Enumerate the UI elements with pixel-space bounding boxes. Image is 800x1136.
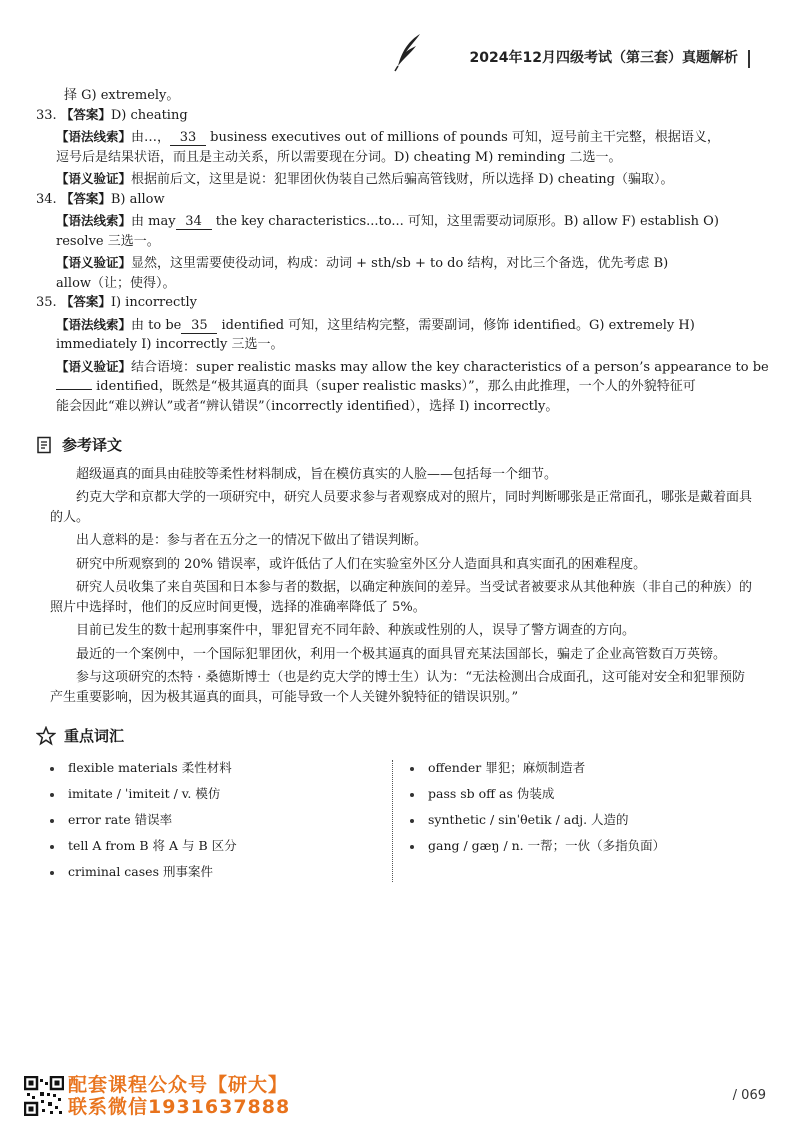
grammar-clue-tag: 【语法线索】 xyxy=(56,316,132,332)
vocab-item: pass sb off as 伪装成 xyxy=(410,782,750,808)
bullet-icon xyxy=(50,767,54,771)
q34-blank: 34 xyxy=(176,215,212,230)
q35-semantic-check-cont2: 能会因此“难以辨认”或者“辨认错误”（incorrectly identified），选择 I) incorrectly。 xyxy=(56,398,559,414)
vocab-item: synthetic / sinˈθetik / adj. 人造的 xyxy=(410,808,750,834)
bullet-icon xyxy=(410,819,414,823)
answer-tag: 【答案】 xyxy=(60,190,111,206)
vocab-title: 重点词汇 xyxy=(64,727,125,745)
vocab-item: tell A from B 将 A 与 B 区分 xyxy=(50,834,390,860)
vocab-heading xyxy=(36,725,756,748)
q34-grammar-clue: 【语法线索】由 may 34 the key characteristics...to... 可知，这里需要动词原形。B) allow F) establish O) xyxy=(56,213,719,229)
q34-answer: B) allow xyxy=(110,191,165,207)
header-divider xyxy=(748,50,750,68)
translation-heading xyxy=(36,434,756,457)
vocab-item: criminal cases 刑事案件 xyxy=(50,860,390,886)
prev-answer-tail: 择 G) extremely。 xyxy=(64,88,180,103)
page-header xyxy=(380,36,752,76)
vocab-column-right xyxy=(390,756,750,886)
answer-tag: 【答案】 xyxy=(60,106,111,122)
bullet-icon xyxy=(50,871,54,875)
q33-blank: 33 xyxy=(170,131,206,146)
q33-answer-line xyxy=(36,106,756,126)
document-icon xyxy=(36,436,54,454)
q35-blank: 35 xyxy=(181,319,217,334)
q33-answer: D) cheating xyxy=(110,107,188,123)
vocab-item: offender 罪犯；麻烦制造者 xyxy=(410,756,750,782)
bullet-icon xyxy=(410,793,414,797)
vocab-column-left xyxy=(50,756,390,886)
semantic-check-tag: 【语义验证】 xyxy=(56,358,132,374)
bullet-icon xyxy=(50,845,54,849)
translation-paragraph: 研究人员收集了来自英国和日本参与者的数据，以确定种族间的差异。当受试者被要求从其他种族（非自己的种族）的照片中选择时，他们的反应时间更慢，选择的准确率降低了 5%。 xyxy=(50,580,753,615)
translation-title: 参考译文 xyxy=(62,436,123,454)
q34-semantic-check-cont: allow（让；使得）。 xyxy=(56,275,176,291)
promo-line: 配套课程公众号【研大】 xyxy=(68,1074,289,1096)
q34-semantic-check: 【语义验证】显然，这里需要使役动词，构成：动词 + sth/sb + to do 结构，对比三个备选，优先考虑 B) xyxy=(56,255,669,271)
grammar-clue-tag: 【语法线索】 xyxy=(56,213,132,228)
translation-paragraph: 约克大学和京都大学的一项研究中，研究人员要求参与者观察成对的照片，同时判断哪张是正常面孔，哪张是戴着面具的人。 xyxy=(50,490,753,525)
q35-grammar-clue-cont: immediately I) incorrectly 三选一。 xyxy=(56,337,284,352)
page-title: 2024年12月四级考试（第三套）真题解析 xyxy=(469,50,738,66)
q35-semantic-check-cont: identified，既然是“极其逼真的面具（super realistic masks）”，那么由此推理，一个人的外貌特征可 xyxy=(36,377,756,397)
q35-semantic-check: 【语义验证】结合语境：super realistic masks may allow the key characteristics of a person’s appearance to be xyxy=(56,358,769,375)
column-divider xyxy=(392,760,393,882)
vocab-list xyxy=(36,756,756,886)
q35-grammar-clue: 【语法线索】由 to be 35 identified 可知，这里结构完整，需要副词，修饰 identified。G) extremely H) xyxy=(56,316,695,333)
qr-code-icon[interactable] xyxy=(24,1076,64,1116)
promo-banner xyxy=(68,1074,290,1118)
answer-tag: 【答案】 xyxy=(60,294,111,309)
bullet-icon xyxy=(50,793,54,797)
q33-semantic-check: 【语义验证】根据前后文，这里是说：犯罪团伙伪装自己然后骗高管钱财，所以选择 D) cheating（骗取）。 xyxy=(56,171,674,187)
q33-grammar-clue-cont: 逗号后是结果状语，而且是主动关系，所以需要现在分词。D) cheating M) reminding 二选一。 xyxy=(56,149,622,165)
q34-grammar-clue-cont: resolve 三选一。 xyxy=(56,233,160,249)
translation-paragraph: 出人意料的是：参与者在五分之一的情况下做出了错误判断。 xyxy=(76,533,428,548)
q33-number: 33. xyxy=(36,107,57,123)
q33-grammar-clue: 【语法线索】由…， 33 business executives out of millions of pounds 可知，逗号前主干完整，根据语义， xyxy=(56,129,720,145)
q34-answer-line xyxy=(36,190,756,210)
semantic-check-tag: 【语义验证】 xyxy=(56,171,132,186)
star-icon xyxy=(36,726,56,746)
vocab-item: error rate 错误率 xyxy=(50,808,390,834)
promo-line: 联系微信1931637888 xyxy=(68,1096,291,1118)
q34-number: 34. xyxy=(36,191,57,207)
empty-blank xyxy=(56,377,92,390)
translation-paragraph: 最近的一个案例中，一个国际犯罪团伙，利用一个极其逼真的面具冒充某法国部长，骗走了企业高管数百万英镑。 xyxy=(76,646,727,662)
main-content xyxy=(36,86,769,886)
vocab-item: flexible materials 柔性材料 xyxy=(50,756,390,782)
bullet-icon xyxy=(410,845,414,849)
bullet-icon xyxy=(410,767,414,771)
translation-paragraph: 超级逼真的面具由硅胶等柔性材料制成，旨在模仿真实的人脸——包括每一个细节。 xyxy=(76,466,558,482)
semantic-check-tag: 【语义验证】 xyxy=(56,255,132,270)
quill-icon xyxy=(392,32,426,72)
translation-paragraph: 目前已发生的数十起刑事案件中，罪犯冒充不同年龄、种族或性别的人，误导了警方调查的方向。 xyxy=(76,623,636,638)
grammar-clue-tag: 【语法线索】 xyxy=(56,129,132,144)
translation-paragraph: 参与这项研究的杰特 · 桑德斯博士（也是约克大学的博士生）认为：“无法检测出合成面孔，这可能对安全和犯罪预防产生重要影响，因为极其逼真的面具，可能导致一个人关键外貌特征的错误识别。” xyxy=(50,670,746,705)
translation-body xyxy=(36,465,756,708)
q35-answer-line xyxy=(36,293,756,313)
vocab-item: gang / gæŋ / n. 一帮；一伙（多指负面） xyxy=(410,834,750,860)
bullet-icon xyxy=(50,819,54,823)
vocab-item: imitate / ˈimiteit / v. 模仿 xyxy=(50,782,390,808)
translation-paragraph: 研究中所观察到的 20% 错误率，或许低估了人们在实验室外区分人造面具和真实面孔的困难程度。 xyxy=(76,556,647,572)
q35-answer: I) incorrectly xyxy=(110,295,197,310)
page-number: / 069 xyxy=(732,1088,766,1103)
q35-number: 35. xyxy=(36,295,57,310)
